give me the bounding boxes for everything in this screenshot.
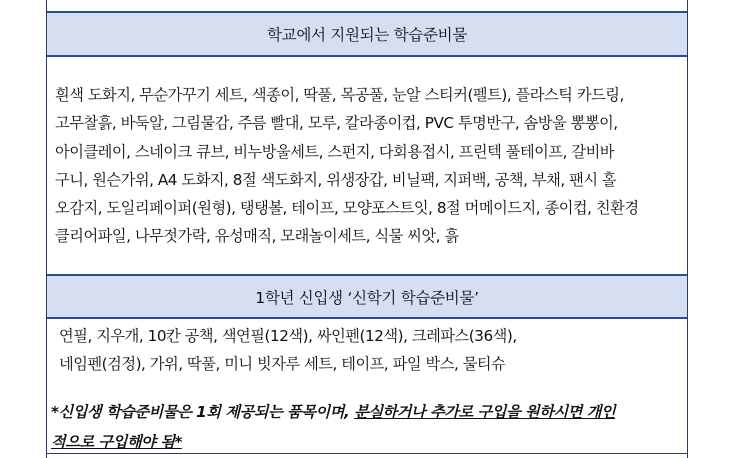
list-line: 구니, 원슨가위, A4 도화지, 8절 색도화지, 위생장갑, 비닐팩, 지퍼백, 공책, 부채, 팬시 홀 [55, 170, 617, 189]
list-line: 흰색 도화지, 무순가꾸기 세트, 색종이, 딱풀, 목공풀, 눈알 스티커(펠트), 플라스틱 카드링, [55, 86, 624, 104]
notice-text [51, 397, 681, 457]
section-title: 1학년 신입생 ‘신학기 학습준비물’ [255, 288, 479, 307]
section-title: 학교에서 지원되는 학습준비물 [266, 26, 467, 44]
section-header-school-supplies [47, 11, 687, 57]
section-header-freshman-supplies [47, 274, 687, 319]
school-supplies-list [55, 81, 681, 251]
list-line: 오감지, 도일리페이퍼(원형), 탱탱볼, 테이프, 모양포스트잇, 8절 머메이드지, 종이컵, 친환경 [55, 199, 639, 218]
list-line: 아이클레이, 스네이크 큐브, 비누방울세트, 스펀지, 다회용접시, 프린텍 풀테이프, 갈비바 [55, 142, 615, 161]
freshman-supplies-list [59, 322, 681, 378]
document-table [46, 0, 688, 458]
table-bottom-border [47, 453, 687, 454]
list-line: 고무찰흙, 바둑알, 그림물감, 주름 빨대, 모루, 칼라종이컵, PVC 투명반구, 솜방울 뽕뽕이, [55, 114, 618, 133]
list-line: 네임펜(검정), 가위, 딱풀, 미니 빗자루 세트, 테이프, 파일 박스, 물티슈 [59, 355, 506, 373]
notice-part: *신입생 학습준비물은 1회 제공되는 품목이며, [51, 403, 355, 421]
notice-underlined-part: 분실하거나 추가로 구입을 원하시면 개인 [354, 403, 616, 421]
list-line: 클리어파일, 나무젓가락, 유성매직, 모래놀이세트, 식물 씨앗, 흙 [55, 227, 459, 246]
notice-underlined-part: 적으로 구입해야 됨* [51, 433, 182, 451]
list-line: 연필, 지우개, 10칸 공책, 색연필(12색), 싸인펜(12색), 크레파스(36색), [59, 327, 517, 345]
